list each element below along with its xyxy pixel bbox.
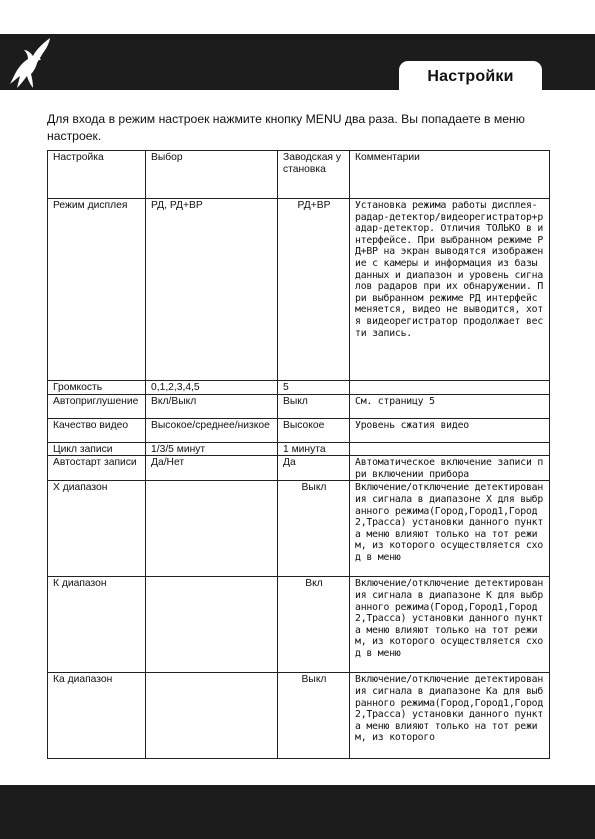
column-header: Комментарии	[350, 151, 550, 199]
setting-name: Громкость	[48, 381, 146, 395]
settings-table	[47, 150, 550, 759]
setting-comment: Автоматическое включение записи при включении прибора	[350, 456, 550, 481]
footer-band	[0, 785, 595, 839]
column-header: Выбор	[146, 151, 278, 199]
setting-comment	[350, 381, 550, 395]
setting-choice: 0,1,2,3,4,5	[146, 381, 278, 395]
setting-name: Качество видео	[48, 418, 146, 442]
intro-text: Для входа в режим настроек нажмите кнопку MENU два раза. Вы попадаете в меню настроек.	[47, 112, 525, 143]
setting-comment: См. страницу 5	[350, 394, 550, 418]
setting-default: Высокое	[278, 418, 350, 442]
table-row	[48, 418, 550, 442]
setting-choice: РД, РД+ВР	[146, 199, 278, 381]
setting-comment: Уровень сжатия видео	[350, 418, 550, 442]
column-header: Заводская установка	[278, 151, 350, 199]
setting-default: Выкл	[278, 673, 350, 759]
table-header-row	[48, 151, 550, 199]
setting-comment: Включение/отключение детектирования сигнала в диапазоне Ка для выбранного режима(Город,Город1,Город2,Трасса) установки данного пункта меню влияют только на тот режим, из которого	[350, 673, 550, 759]
setting-default: Выкл	[278, 394, 350, 418]
setting-comment: Установка режима работы дисплея- радар-детектор/видеорегистратор+радар-детектор. Отличия ТОЛЬКО в интерфейсе. При выбранном режиме РД+ВР на экран выводятся изображение с камеры и информация из базы данных и диапазон и уровень сигналов радаров при их обнаружении. При выбранном режиме РД интерфейс меняется, видео не выводится, хотя видеорегистратор продолжает вести запись.	[350, 199, 550, 381]
setting-name: Автостарт записи	[48, 456, 146, 481]
setting-choice: Вкл/Выкл	[146, 394, 278, 418]
table-row	[48, 577, 550, 673]
setting-name: Ка диапазон	[48, 673, 146, 759]
setting-comment	[350, 442, 550, 456]
setting-name: X диапазон	[48, 481, 146, 577]
column-header: Настройка	[48, 151, 146, 199]
setting-default: Вкл	[278, 577, 350, 673]
setting-choice	[146, 673, 278, 759]
setting-default: Выкл	[278, 481, 350, 577]
setting-comment: Включение/отключение детектирования сигнала в диапазоне К для выбранного режима(Город,Город1,Город2,Трасса) установки данного пункта меню влияют только на тот режим, из которого осуществляется сход в меню	[350, 577, 550, 673]
setting-name: К диапазон	[48, 577, 146, 673]
setting-choice: Да/Нет	[146, 456, 278, 481]
setting-choice: Высокое/среднее/низкое	[146, 418, 278, 442]
table-row	[48, 442, 550, 456]
setting-name: Автоприглушение	[48, 394, 146, 418]
setting-default: 5	[278, 381, 350, 395]
table-row	[48, 381, 550, 395]
setting-default: Да	[278, 456, 350, 481]
table-row	[48, 481, 550, 577]
setting-choice	[146, 577, 278, 673]
page-title: Настройки	[399, 61, 542, 93]
table-row	[48, 456, 550, 481]
setting-comment: Включение/отключение детектирования сигнала в диапазоне X для выбранного режима(Город,Город1,Город2,Трасса) установки данного пункта меню влияют только на тот режим, из которого осуществляется сход в меню	[350, 481, 550, 577]
setting-choice	[146, 481, 278, 577]
setting-choice: 1/3/5 минут	[146, 442, 278, 456]
table-row	[48, 199, 550, 381]
setting-default: РД+ВР	[278, 199, 350, 381]
setting-default: 1 минута	[278, 442, 350, 456]
table-row	[48, 673, 550, 759]
setting-name: Цикл записи	[48, 442, 146, 456]
setting-name: Режим дисплея	[48, 199, 146, 381]
table-row	[48, 394, 550, 418]
eagle-logo-icon	[6, 36, 58, 94]
